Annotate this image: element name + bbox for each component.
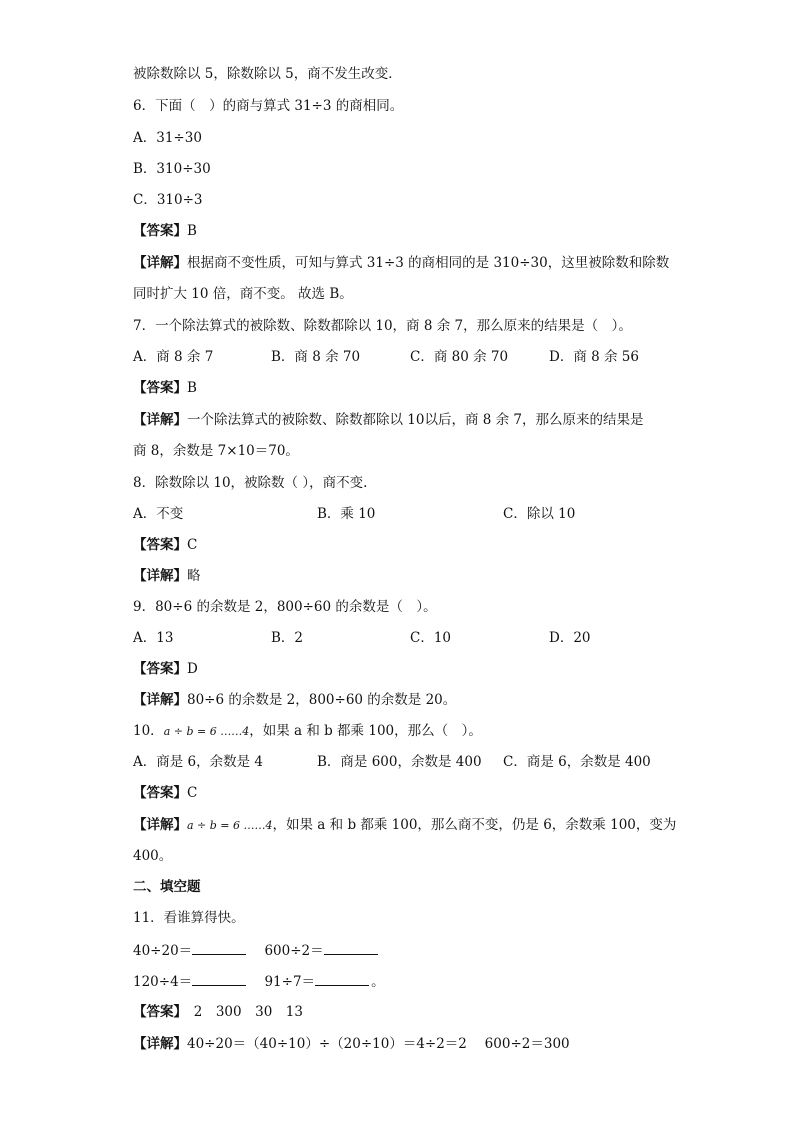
text-line: 被除数除以 5，除数除以 5，商不发生改变． [133, 66, 402, 82]
detail-label: 【详解】 [133, 412, 187, 428]
q7-detail [133, 410, 644, 430]
q9-option-a: A．13 [133, 630, 174, 646]
q6-answer [133, 221, 197, 241]
q9-option-b: B．2 [271, 630, 304, 646]
q10-option-a: A．商是 6，余数是 4 [133, 754, 264, 770]
detail-label: 【详解】 [133, 817, 187, 833]
answer-label: 【答案】 [133, 661, 187, 677]
q10-detail [133, 815, 676, 836]
answer-blank [192, 940, 246, 955]
q11-problem: 600÷2＝ [264, 943, 324, 959]
q7-option-a: A．商 8 余 7 [133, 349, 214, 365]
q8-option-c: C．除以 10 [503, 506, 576, 522]
question-10 [133, 721, 482, 742]
answer-blank [315, 971, 369, 986]
q11-problem: 91÷7＝ [264, 974, 316, 990]
q10-option-c: C．商是 6，余数是 400 [503, 754, 651, 770]
question-8: 8．除数除以 10，被除数（ ），商不变. [133, 475, 368, 491]
q9-answer [133, 659, 198, 679]
detail-text: 40÷20＝（40÷10）÷（20÷10）＝4÷2＝2 600÷2＝300 [187, 1036, 570, 1052]
answer-label: 【答案】 [133, 223, 187, 239]
math-expression: a ÷ b = 6 ……4 [187, 819, 273, 832]
answer-value: B [187, 223, 197, 239]
detail-label: 【详解】 [133, 255, 187, 271]
question-text: ，如果 a 和 b 都乘 100，那么（ ）。 [249, 723, 482, 739]
q7-option-b: B．商 8 余 70 [271, 349, 361, 365]
answer-value: D [187, 661, 198, 677]
answer-label: 【答案】 [133, 537, 187, 553]
detail-text: ，如果 a 和 b 都乘 100，那么商不变，仍是 6，余数乘 100，变为 [272, 817, 677, 833]
q9-option-d: D．20 [549, 630, 591, 646]
answer-label: 【答案】 [133, 785, 187, 801]
q11-problems-row2 [133, 971, 385, 992]
q8-option-a: A．不变 [133, 506, 184, 522]
detail-text: 80÷6 的余数是 2，800÷60 的余数是 20。 [187, 692, 457, 708]
section-heading: 二、填空题 [133, 879, 201, 895]
period: 。 [371, 974, 385, 990]
q8-detail [133, 566, 201, 586]
q11-problems-row1 [133, 940, 380, 961]
question-number: 10． [133, 723, 164, 739]
answer-value: C [187, 537, 198, 553]
detail-label: 【详解】 [133, 692, 187, 708]
question-11: 11．看谁算得快。 [133, 910, 245, 926]
q9-option-c: C．10 [410, 630, 452, 646]
answer-value: C [187, 785, 198, 801]
q7-answer [133, 378, 197, 398]
detail-label: 【详解】 [133, 1036, 187, 1052]
answer-blank [324, 940, 378, 955]
question-6: 6．下面（ ）的商与算式 31÷3 的商相同。 [133, 98, 404, 114]
q8-option-b: B．乘 10 [317, 506, 376, 522]
q10-detail-line2: 400。 [133, 848, 173, 864]
detail-label: 【详解】 [133, 568, 187, 584]
q6-detail-line2: 同时扩大 10 倍，商不变。 故选 B。 [133, 286, 353, 302]
q11-problem: 40÷20＝ [133, 943, 193, 959]
detail-text: 根据商不变性质，可知与算式 31÷3 的商相同的是 310÷30，这里被除数和除数 [187, 255, 670, 271]
q6-option-c: C．310÷3 [133, 192, 203, 208]
answer-value: B [187, 380, 197, 396]
q7-detail-line2: 商 8，余数是 7×10＝70。 [133, 443, 299, 459]
q7-option-d: D．商 8 余 56 [549, 349, 639, 365]
q11-problem: 120÷4＝ [133, 974, 193, 990]
q10-answer [133, 783, 197, 803]
q10-option-b: B．商是 600，余数是 400 [317, 754, 482, 770]
answer-blank [192, 971, 246, 986]
answer-value: 2 300 30 13 [180, 1004, 303, 1020]
question-7: 7．一个除法算式的被除数、除数都除以 10，商 8 余 7，那么原来的结果是（ ）。 [133, 318, 632, 334]
q11-answer [133, 1002, 303, 1022]
answer-label: 【答案】 [133, 1004, 181, 1020]
answer-label: 【答案】 [133, 380, 187, 396]
q6-option-b: B．310÷30 [133, 161, 211, 177]
q11-detail [133, 1034, 570, 1054]
detail-text: 一个除法算式的被除数、除数都除以 10以后，商 8 余 7，那么原来的结果是 [187, 412, 644, 428]
q8-answer [133, 535, 197, 555]
math-expression: a ÷ b = 6 ……4 [163, 725, 250, 738]
question-9: 9．80÷6 的余数是 2，800÷60 的余数是（ ）。 [133, 599, 437, 615]
q9-detail [133, 690, 456, 710]
detail-text: 略 [187, 568, 201, 584]
q6-detail [133, 253, 669, 273]
q7-option-c: C．商 80 余 70 [410, 349, 509, 365]
q6-option-a: A．31÷30 [133, 130, 202, 146]
